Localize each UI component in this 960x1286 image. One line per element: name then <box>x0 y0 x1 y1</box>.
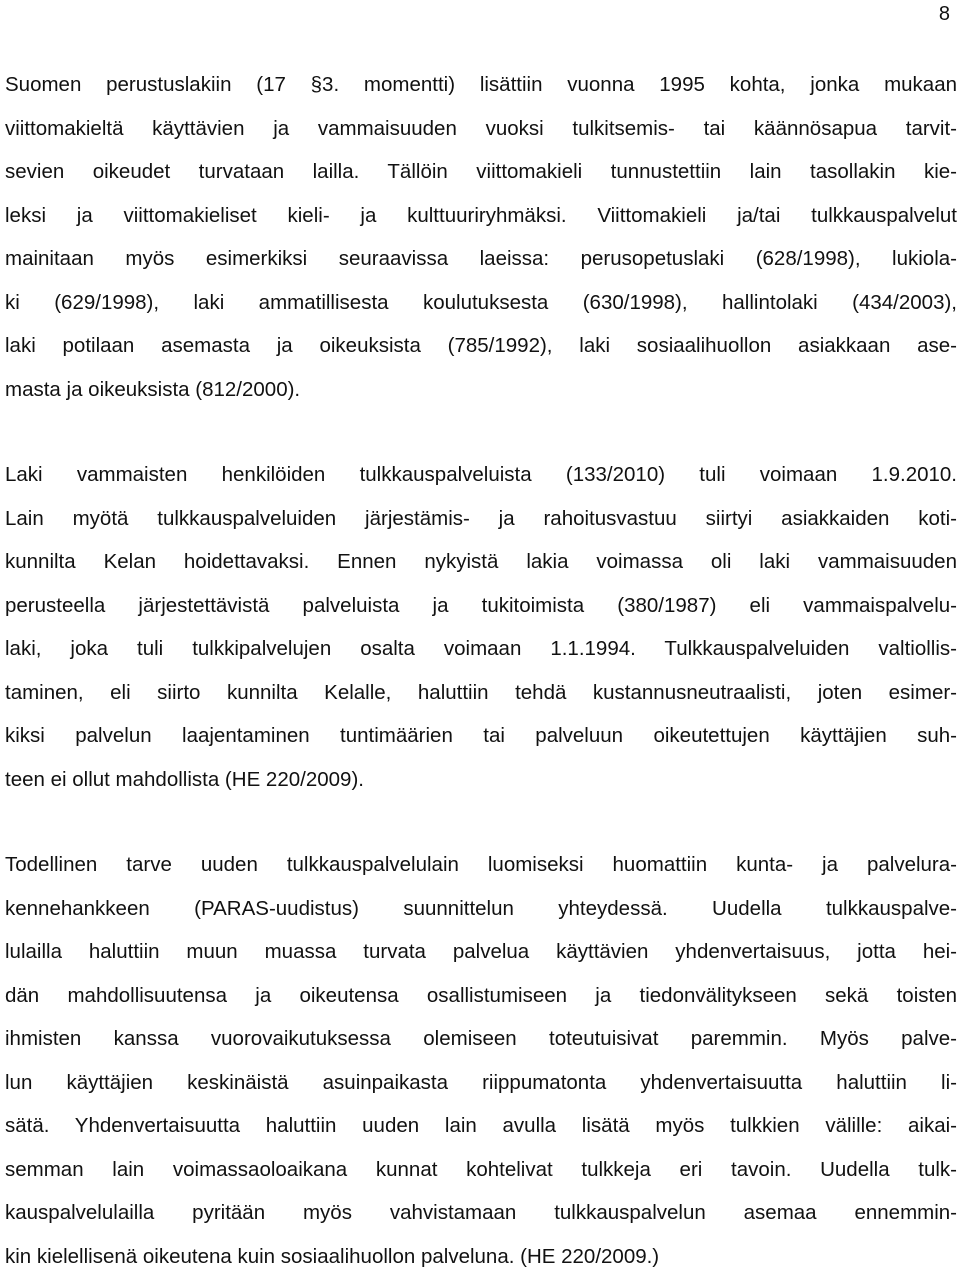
text-line: viittomakieltä käyttävien ja vammaisuuden vuoksi tulkitsemis- tai käännösapua tarvit- <box>5 115 957 159</box>
text-line: Lain myötä tulkkauspalveluiden järjestämis- ja rahoitusvastuu siirtyi asiakkaiden koti- <box>5 505 957 549</box>
text-line: taminen, eli siirto kunnilta Kelalle, haluttiin tehdä kustannusneutraalisti, joten esimer- <box>5 679 957 723</box>
text-line: semman lain voimassaoloaikana kunnat kohtelivat tulkkeja eri tavoin. Uudella tulk- <box>5 1156 957 1200</box>
text-line: dän mahdollisuutensa ja oikeutensa osallistumiseen ja tiedonvälitykseen sekä toisten <box>5 982 957 1026</box>
text-line: kunnilta Kelan hoidettavaksi. Ennen nykyistä lakia voimassa oli laki vammaisuuden <box>5 548 957 592</box>
paragraph-3 <box>5 851 957 1286</box>
text-line: kauspalvelulailla pyritään myös vahvistamaan tulkkauspalvelun asemaa ennemmin- <box>5 1199 957 1243</box>
document-body <box>5 71 957 1286</box>
text-line: ihmisten kanssa vuorovaikutuksessa olemiseen toteutuisivat paremmin. Myös palve- <box>5 1025 957 1069</box>
paragraph-spacer <box>5 419 957 461</box>
text-line: teen ei ollut mahdollista (HE 220/2009). <box>5 766 957 810</box>
text-line: leksi ja viittomakieliset kieli- ja kulttuuriryhmäksi. Viittomakieli ja/tai tulkkauspalvelut <box>5 202 957 246</box>
paragraph-spacer <box>5 809 957 851</box>
text-line: kin kielellisenä oikeutena kuin sosiaalihuollon palveluna. (HE 220/2009.) <box>5 1243 957 1286</box>
paragraph-1 <box>5 71 957 419</box>
text-line: lun käyttäjien keskinäistä asuinpaikasta riippumatonta yhdenvertaisuutta haluttiin li- <box>5 1069 957 1113</box>
page-number: 8 <box>939 2 950 26</box>
text-line: Suomen perustuslakiin (17 §3. momentti) lisättiin vuonna 1995 kohta, jonka mukaan <box>5 71 957 115</box>
text-line: sätä. Yhdenvertaisuutta haluttiin uuden lain avulla lisätä myös tulkkien välille: aikai- <box>5 1112 957 1156</box>
text-line: Todellinen tarve uuden tulkkauspalvelulain luomiseksi huomattiin kunta- ja palvelura- <box>5 851 957 895</box>
text-line: mainitaan myös esimerkiksi seuraavissa laeissa: perusopetuslaki (628/1998), lukiola- <box>5 245 957 289</box>
text-line: kennehankkeen (PARAS-uudistus) suunnittelun yhteydessä. Uudella tulkkauspalve- <box>5 895 957 939</box>
text-line: ki (629/1998), laki ammatillisesta koulutuksesta (630/1998), hallintolaki (434/2003), <box>5 289 957 333</box>
text-line: laki potilaan asemasta ja oikeuksista (785/1992), laki sosiaalihuollon asiakkaan ase- <box>5 332 957 376</box>
text-line: lulailla haluttiin muun muassa turvata palvelua käyttävien yhdenvertaisuus, jotta hei- <box>5 938 957 982</box>
text-line: laki, joka tuli tulkkipalvelujen osalta voimaan 1.1.1994. Tulkkauspalveluiden valtiollis- <box>5 635 957 679</box>
text-line: perusteella järjestettävistä palveluista ja tukitoimista (380/1987) eli vammaispalvelu- <box>5 592 957 636</box>
paragraph-2 <box>5 461 957 809</box>
text-line: masta ja oikeuksista (812/2000). <box>5 376 957 420</box>
text-line: sevien oikeudet turvataan lailla. Tällöin viittomakieli tunnustettiin lain tasollakin kie- <box>5 158 957 202</box>
text-line: kiksi palvelun laajentaminen tuntimäärien tai palveluun oikeutettujen käyttäjien suh- <box>5 722 957 766</box>
text-line: Laki vammaisten henkilöiden tulkkauspalveluista (133/2010) tuli voimaan 1.9.2010. <box>5 461 957 505</box>
